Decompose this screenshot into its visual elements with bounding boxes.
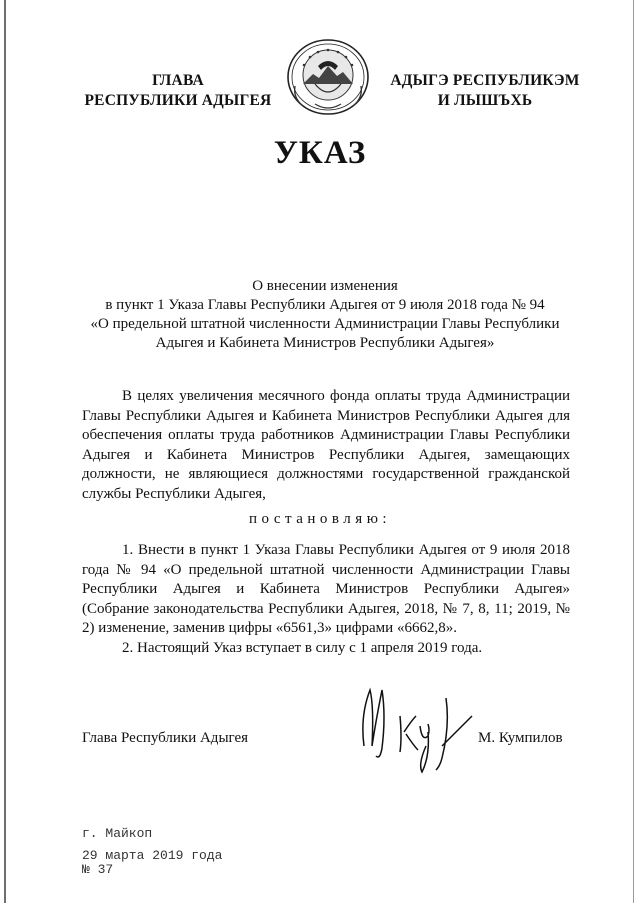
coat-of-arms-icon: [285, 38, 371, 116]
header-left-line2: РЕСПУБЛИКИ АДЫГЕЯ: [84, 92, 272, 109]
header-right-line1: АДЫГЭ РЕСПУБЛИКЭМ: [390, 72, 580, 89]
item-1-paragraph: 1. Внести в пункт 1 Указа Главы Республики Адыгея от 9 июля 2018 года № 94 «О предельной штатной численности Администрации Главы Республики Адыгея и Кабинета Министров Республики Адыгея» (Собрание законодательства Республики Адыгея, 2018, № 7, 8, 11; 2019, № 2) изменение, заменив цифры «6561,3» цифрами «6662,8».: [82, 542, 570, 636]
number-stamp: № 37: [82, 862, 114, 877]
handwritten-signature-icon: [356, 676, 476, 776]
item-2-paragraph: 2. Настоящий Указ вступает в силу с 1 апреля 2019 года.: [122, 640, 483, 656]
date-stamp: 29 марта 2019 года: [82, 848, 223, 863]
header-right-line2: И ЛЫШЪХЬ: [437, 92, 533, 109]
header-left: [68, 71, 288, 111]
subject-line2: в пункт 1 Указа Главы Республики Адыгея от 9 июля 2018 года № 94: [105, 297, 545, 313]
intro-paragraph: В целях увеличения месячного фонда оплаты труда Администрации Главы Республики Адыгея и Кабинета Министров Республики Адыгея для обеспечения оплаты труда работников Администрации Главы Республики Адыгея и Кабинета Министров Республики Адыгея, замещающих должности, не являющиеся должностями государственной гражданской службы Республики Адыгея,: [82, 388, 570, 502]
place-stamp: г. Майкоп: [82, 826, 153, 841]
decree-subject: [70, 277, 580, 353]
subject-line3: «О предельной штатной численности Администрации Главы Республики: [90, 316, 560, 332]
decree-word: постановляю:: [248, 511, 392, 527]
document-title: УКАЗ: [273, 135, 367, 171]
signer-position: Глава Республики Адыгея: [82, 730, 249, 746]
subject-line1: О внесении изменения: [252, 278, 398, 294]
header-left-line1: ГЛАВА: [152, 72, 204, 89]
header-right: [385, 71, 585, 111]
signer-name: М. Кумпилов: [478, 730, 563, 746]
subject-line4: Адыгея и Кабинета Министров Республики Адыгея»: [155, 335, 495, 351]
